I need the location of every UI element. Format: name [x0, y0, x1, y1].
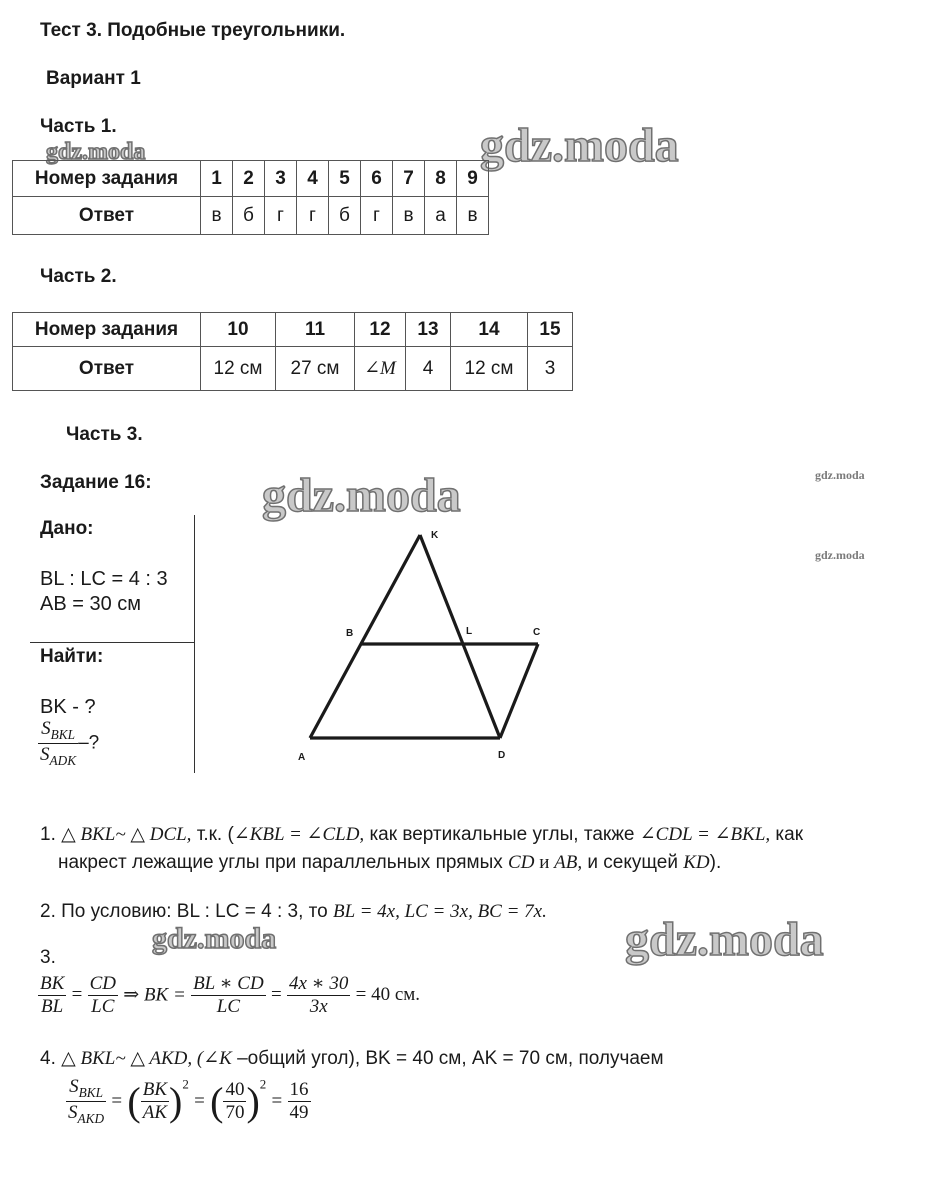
task-number: 7: [393, 161, 425, 197]
fraction-40-70: $\frac{40}{70}$: [225, 1078, 245, 1123]
watermark: gdz.moda: [46, 139, 146, 165]
row-label-answer: Ответ: [13, 347, 201, 391]
segment-cd: [500, 644, 538, 738]
given-title: Дано:: [40, 518, 94, 539]
answer-cell: г: [361, 197, 393, 235]
part1-title: Часть 1.: [40, 116, 117, 137]
part3-title: Часть 3.: [66, 424, 143, 445]
answer-cell: б: [233, 197, 265, 235]
given-horizontal-divider: [30, 642, 195, 643]
answer-cell: г: [265, 197, 297, 235]
label-l: L: [466, 626, 473, 637]
solution-step-3-label: 3.: [40, 947, 56, 968]
area-fraction: $\frac{S_{BKL}}{S_{ADK}}$: [40, 718, 77, 768]
task16-title: Задание 16:: [40, 472, 152, 493]
solution-step-4-line-1: 4. △ BKL~ △ AKD, (∠K –общий угол), BK = 40 см, AK = 70 см, получаем: [40, 1048, 664, 1069]
solution-step-1-line-1: 1. △ BKL~ △ DCL, т.к. (∠KBL = ∠CLD, как вертикальные углы, также ∠CDL = ∠BKL, как: [40, 824, 804, 845]
fraction-cd-lc: $\frac{CD}{LC}$: [89, 972, 116, 1017]
task-number: 12: [355, 313, 406, 347]
variant-title: Вариант 1: [46, 68, 141, 89]
answer-cell: б: [329, 197, 361, 235]
label-c: C: [533, 627, 541, 638]
answer-cell: а: [425, 197, 457, 235]
fraction-16-49: $\frac{16}{49}$: [289, 1078, 309, 1123]
watermark: gdz.moda: [815, 468, 865, 482]
watermark: gdz.moda: [815, 548, 865, 562]
find-title: Найти:: [40, 646, 104, 667]
watermark: gdz.moda: [625, 913, 824, 966]
solution-step-1-line-2: накрест лежащие углы при параллельных прямых CD и AB, и секущей KD).: [58, 852, 722, 873]
find-bk: BK - ?: [40, 696, 96, 718]
task-number: 6: [361, 161, 393, 197]
fraction-area-ratio: $\frac{S_{BKL}}{S_{AKD}}$: [68, 1076, 105, 1126]
watermark: gdz.moda: [480, 119, 679, 172]
watermark: gdz.moda: [262, 469, 461, 522]
given-ratio: BL : LC = 4 : 3: [40, 568, 168, 590]
task-number: 10: [201, 313, 276, 347]
label-a: A: [298, 752, 306, 763]
watermark: gdz.moda: [152, 922, 277, 955]
fraction-bk-ak: $\frac{BK}{AK}$: [142, 1078, 167, 1123]
answer-cell: 12 см: [451, 347, 528, 391]
task-number: 9: [457, 161, 489, 197]
answer-cell: 4: [406, 347, 451, 391]
segment-ak: [310, 535, 420, 738]
task-number: 2: [233, 161, 265, 197]
label-d: D: [498, 750, 506, 761]
part2-title: Часть 2.: [40, 266, 117, 287]
segment-kd: [420, 535, 500, 738]
find-area-ratio: $\frac{S_{BKL}}{S_{ADK}}$ –?: [40, 718, 100, 768]
solution-step-3-formula: $\frac{BK}{BL}$ = $\frac{CD}{LC}$ ⇒ BK = $\frac{BL ∗ CD}{LC}$ = $\frac{4x ∗ 30}{3x}$ = 40 см.: [40, 972, 421, 1017]
task-number: 13: [406, 313, 451, 347]
label-b: B: [346, 628, 354, 639]
given-vertical-divider: [194, 515, 195, 773]
task-number: 15: [528, 313, 573, 347]
task-number: 11: [276, 313, 355, 347]
answer-cell: в: [201, 197, 233, 235]
row-label-task: Номер задания: [13, 313, 201, 347]
fraction-4x30-3x: $\frac{4x ∗ 30}{3x}$: [288, 973, 349, 1017]
answer-cell: 27 см: [276, 347, 355, 391]
page-title: Тест 3. Подобные треугольники.: [40, 20, 346, 41]
answer-cell: ∠M: [355, 347, 406, 391]
fraction-blcd-lc: $\frac{BL ∗ CD}{LC}$: [193, 973, 264, 1017]
part2-table: [12, 312, 573, 391]
task-number: 4: [297, 161, 329, 197]
answer-cell: в: [457, 197, 489, 235]
row-label-task: Номер задания: [13, 161, 201, 197]
task-number: 14: [451, 313, 528, 347]
row-label-answer: Ответ: [13, 197, 201, 235]
geometry-diagram: [290, 525, 560, 765]
task-number: 8: [425, 161, 457, 197]
label-k: K: [431, 530, 439, 541]
task-number: 5: [329, 161, 361, 197]
answer-cell: в: [393, 197, 425, 235]
answer-cell: 3: [528, 347, 573, 391]
task-number: 1: [201, 161, 233, 197]
given-ab: AB = 30 см: [40, 593, 142, 615]
fraction-bk-bl: $\frac{BK}{BL}$: [40, 972, 65, 1017]
part1-table: [12, 160, 489, 235]
answer-cell: 12 см: [201, 347, 276, 391]
task-number: 3: [265, 161, 297, 197]
solution-step-2: 2. По условию: BL : LC = 4 : 3, то BL = 4x, LC = 3x, BC = 7x.: [40, 901, 547, 922]
solution-step-4-formula: $\frac{S_{BKL}}{S_{AKD}}$ = ( $\frac{BK}{AK}$ )$^2$ = ( $\frac{40}{70}$ )$^2$ = $\frac{16}{49}$: [68, 1076, 309, 1126]
answer-cell: г: [297, 197, 329, 235]
